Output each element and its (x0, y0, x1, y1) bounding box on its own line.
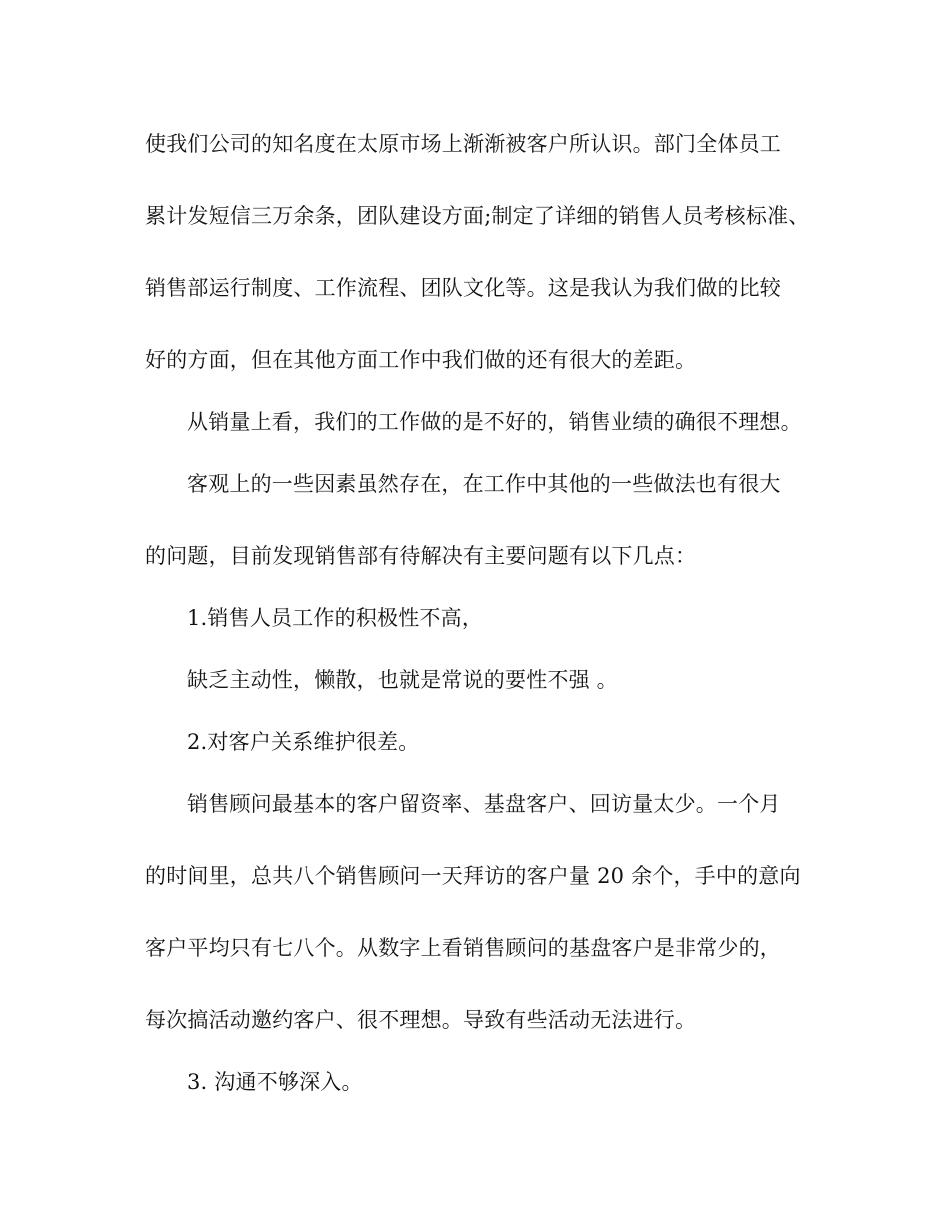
text-line-1: 使我们公司的知名度在太原市场上渐渐被客户所认识。部门全体员工 (145, 132, 781, 156)
text-line-6: 客观上的一些因素虽然存在，在工作中其他的一些做法也有很大 (187, 472, 781, 496)
list-item-1-detail: 缺乏主动性，懒散，也就是常说的要性不强 。 (187, 668, 618, 692)
text-line-5: 从销量上看，我们的工作做的是不好的，销售业绩的确很不理想。 (187, 410, 802, 434)
text-line-11: 销售顾问最基本的客户留资率、基盘客户、回访量太少。一个月 (187, 792, 781, 816)
list-item-2-title: 2.对客户关系维护很差。 (187, 730, 420, 754)
list-item-3-title: 3. 沟通不够深入。 (187, 1070, 363, 1094)
text-line-4: 好的方面，但在其他方面工作中我们做的还有很大的差距。 (145, 348, 697, 372)
text-line-3: 销售部运行制度、工作流程、团队文化等。这是我认为我们做的比较 (145, 276, 781, 300)
text-line-12: 的时间里，总共八个销售顾问一天拜访的客户量 20 余个，手中的意向 (145, 864, 801, 888)
text-line-14: 每次搞活动邀约客户、很不理想。导致有些活动无法进行。 (145, 1008, 697, 1032)
text-line-7: 的问题，目前发现销售部有待解决有主要问题有以下几点： (145, 544, 697, 568)
list-item-1-title: 1.销售人员工作的积极性不高， (187, 606, 484, 630)
text-line-2: 累计发短信三万余条，团队建设方面;制定了详细的销售人员考核标准、 (145, 204, 810, 228)
text-line-13: 客户平均只有七八个。从数字上看销售顾问的基盘客户是非常少的， (145, 936, 781, 960)
